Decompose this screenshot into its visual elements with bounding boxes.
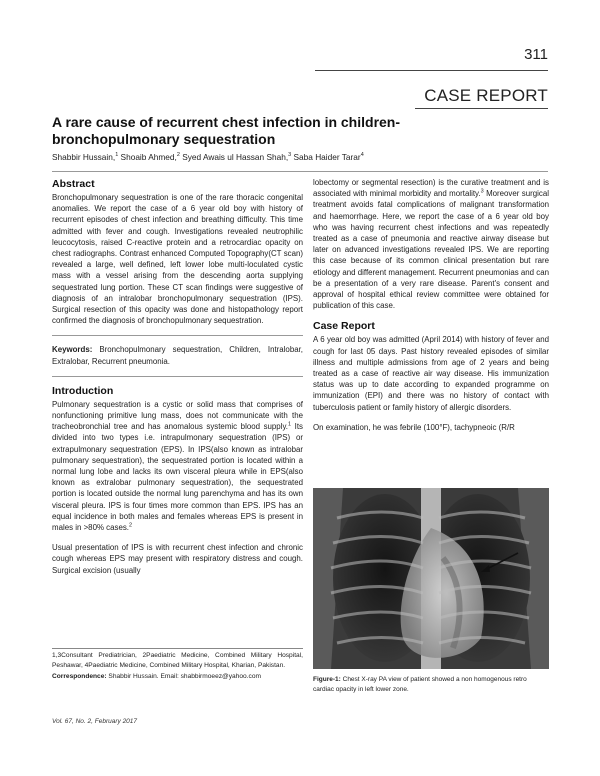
abstract-text: Bronchopulmonary sequestration is one of the rare thoracic congenital anomalies. We report the case of a 6 year old boy with history of recurrent episodes of chest infection and breathing difficulty. This time admitted with fever and cough. Investigations revealed neutrophilic leucocytosis, raised C-reactive protein and a retrocardiac opacity on chest radiographs. Contrast enhanced Computed Topography(CT scan) revealed a large, well defined, left lower lobe multi-loculated cystic mass with a vessel arising from the descending aorta supplying sequestrated lung portion. These CT scan findings were suggestive of diagnosis of an intralobar bronchopulmonary sequestration (IPS). Surgical resection of this opacity was done and histopathology report confirmed the diagnosis of bronchopulmonary sequestration. (52, 193, 303, 326)
author-list (52, 152, 552, 163)
authors-rule (52, 171, 548, 172)
author-affiliation-mark: 1 (115, 152, 119, 159)
abstract-heading: Abstract (52, 178, 95, 190)
correspondence (52, 672, 303, 682)
introduction-heading: Introduction (52, 384, 114, 397)
case-report-paragraph-2: On examination, he was febrile (100°F), tachypneoic (R/R (313, 422, 515, 432)
introduction-paragraph-1 (52, 399, 303, 533)
article-title: A rare cause of recurrent chest infection in children-bronchopulmonary sequestration (52, 114, 401, 147)
page-number: 311 (524, 46, 548, 63)
figure-label: Figure-1: (313, 676, 341, 683)
author-affiliation-mark: 4 (360, 152, 364, 159)
abstract-rule (52, 335, 303, 336)
author-name: Saba Haider Tarar (291, 152, 361, 162)
introduction-paragraph-2: Usual presentation of IPS is with recurrent chest infection and chronic cough whereas EPS may present with respiratory distress and cough. Surgical excision (usually (52, 543, 303, 575)
case-report-paragraph-1: A 6 year old boy was admitted (April 2014) with history of fever and cough for last 05 days. Past history revealed episodes of similar illness and multiple admissions from age of 2 years and being treated as a case of reactive air way disease. His immunization status was up to date according to expanded programme on immunization (EPI) and there was no history of contact with tuberculosis patient or family history of allergic disorders. (313, 335, 549, 412)
intro-text: Pulmonary sequestration is a cystic or solid mass that comprises of nonfunctioning primitive lung mass, does not communicate with the tracheobronchial tree and has anomalous systemic blood supply. (52, 399, 303, 432)
author-name: Shabbir Hussain, (52, 152, 116, 162)
correspondence-text: Shabbir Hussain. Email: shabbirmoeez@yahoo.com (106, 672, 261, 680)
reference-mark: 2 (128, 522, 133, 529)
intro-text: Its divided into two types i.e. intrapulmonary sequestration (IPS) or extrapulmonary sequestration (EPS). In IPS(also known as intralobar pulmonary sequestration), the sequestrated portion is located within a normal lung lobe and lacks its own visceral pleura while in EPS(also known as extralobar pulmonary sequestration), the sequestrated portion is located outside the normal lung parenchyma and has its own visceral pleura. IPS is four times more common than EPS. IPS has an equal incidence in both males and females whereas EPS is present in males in >80% cases. (52, 422, 303, 533)
reference-mark: 3 (480, 188, 484, 195)
continued-text: Moreover surgical treatment avoids fatal complications of malignant transformation and haemorrhage. Here, we report the case of a 6 year old boy who was having recurrent chest infections and was repeatedly treated as a case of pneumonia and reactive airway disease but later on advanced investigations revealed IPS. We are reporting this case because of its common clinical presentation but rare etiology and different management. Recurrent pneumonias and can be a presentation of a very rare disease. Parent's consent and approval of hospital ethical review committee were obtained for publication of this case. (313, 189, 549, 311)
footnote-rule (52, 648, 303, 649)
keywords-label: Keywords: (52, 345, 93, 355)
xray-image (313, 488, 549, 669)
affiliations: 1,3Consultant Prediatrician, 2Paediatric Medicine, Combined Military Hospital, Peshawar, 4Paediatric Medicine, Combined Military Hospital, Kharian, Pakistan. (52, 652, 303, 670)
header-rule (315, 70, 548, 71)
continued-text: lobectomy or segmental resection) is the curative treatment and is associated with minimal morbidity and mortality. (313, 178, 549, 199)
keywords-rule (52, 376, 303, 377)
correspondence-label: Correspondence: (52, 672, 107, 680)
section-rule (415, 108, 548, 109)
section-label: CASE REPORT (424, 86, 548, 105)
reference-mark: 1 (288, 421, 292, 428)
author-name: Syed Awais ul Hassan Shah, (179, 152, 289, 162)
figure-caption-text: Chest X-ray PA view of patient showed a non homogenous retro cardiac opacity in left lower zone. (313, 676, 527, 693)
case-report-heading: Case Report (313, 320, 375, 333)
author-affiliation-mark: 3 (288, 152, 292, 159)
keywords-text: Bronchopulmonary sequestration, Children, Intralobar, Extralobar, Recurrent pneumonia. (52, 345, 303, 366)
author-affiliation-mark: 2 (176, 152, 180, 159)
journal-footer: Vol. 67, No. 2, February 2017 (52, 718, 138, 725)
keywords (52, 344, 303, 366)
figure-caption (313, 675, 549, 695)
right-column (313, 177, 549, 433)
continued-paragraph (313, 177, 549, 311)
chest-xray-figure (313, 488, 549, 669)
author-name: Shoaib Ahmed, (118, 152, 177, 162)
footnote (52, 651, 303, 682)
left-column (52, 178, 303, 576)
